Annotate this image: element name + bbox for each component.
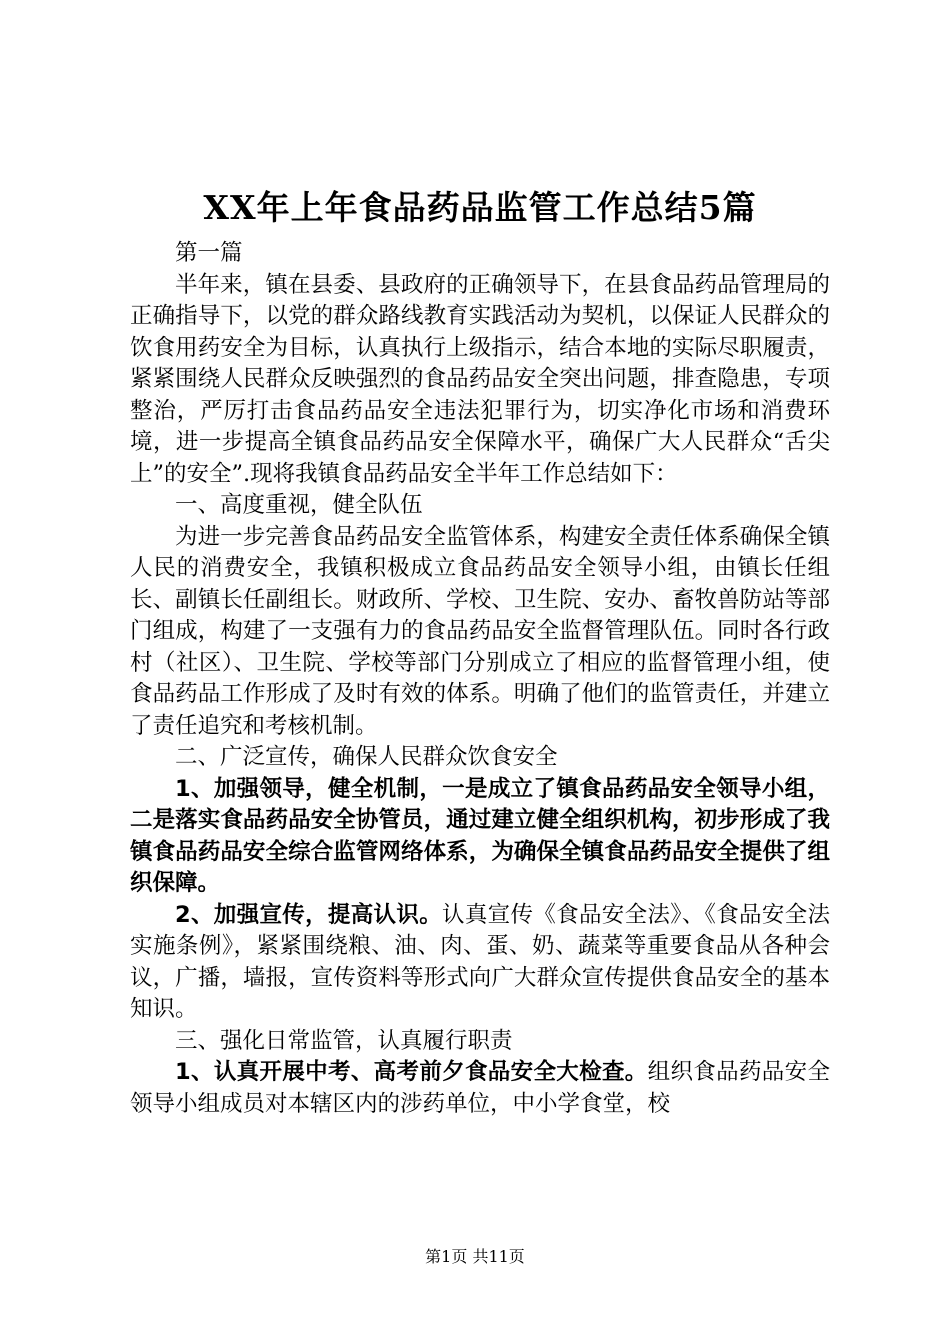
page-footer: 第1页 共11页 [425,1247,525,1266]
section-2-heading: 二、广泛宣传，确保人民群众饮食安全 [175,744,558,770]
section-3-heading: 三、强化日常监管，认真履行职责 [175,1027,513,1054]
document-body [130,180,830,1120]
section-2-item-2 [130,900,830,1026]
section-1-paragraph: 为进一步完善食品药品安全监管体系，构建安全责任体系确保全镇人民的消费安全，我镇积极成立食品药品安全领导小组，由镇长任组长、副镇长任副组长。财政所、学校、卫生院、安办、畜牧兽防站等部门组成，构建了一支强有力的食品药品安全监督管理队伍。同时各行政村（社区）、卫生院、学校等部门分别成立了相应的监督管理小组，使食品药品工作形成了及时有效的体系。明确了他们的监管责任，并建立了责任追究和考核机制。 [130,523,830,739]
section-3-item-1-lead: 1、认真开展中考、高考前夕食品安全大检查。 [175,1059,648,1085]
section-2-item-2-text: 认真宣传《食品安全法》、《食品安全法实施条例》，紧紧围绕粮、油、肉、蛋、奶、蔬菜等重要食品从各种会议，广播，墙报，宣传资料等形式向广大群众宣传提供食品安全的基本知识。 [130,901,831,1022]
intro-paragraph: 半年来，镇在县委、县政府的正确领导下，在县食品药品管理局的正确指导下，以党的群众路线教育实践活动为契机，以保证人民群众的饮食用药安全为目标，认真执行上级指示，结合本地的实际尽职履责，紧紧围绕人民群众反映强烈的食品药品安全突出问题，排查隐患，专项整治，严厉打击食品药品安全违法犯罪行为，切实净化市场和消费环境，进一步提高全镇食品药品安全保障水平，确保广大人民群众“舌尖上”的安全”.现将我镇食品药品安全半年工作总结如下： [130,271,830,487]
section-1-heading: 一、高度重视，健全队伍 [175,492,423,518]
section-2-item-1: 1、加强领导，健全机制，一是成立了镇食品药品安全领导小组，二是落实食品药品安全协管员，通过建立健全组织机构，初步形成了我镇食品药品安全综合监管网络体系，为确保全镇食品药品安全提供了组织保障。 [130,775,830,896]
document-title: XX年上年食品药品监管工作总结5篇 [203,188,757,227]
part-label: 第一篇 [175,240,243,266]
section-3-item-1 [130,1057,830,1120]
section-2-item-2-lead: 2、加强宣传，提高认识。 [175,901,443,928]
section-3-item-1-text: 组织食品药品安全领导小组成员对本辖区内的涉药单位，中小学食堂，校 [130,1059,830,1117]
